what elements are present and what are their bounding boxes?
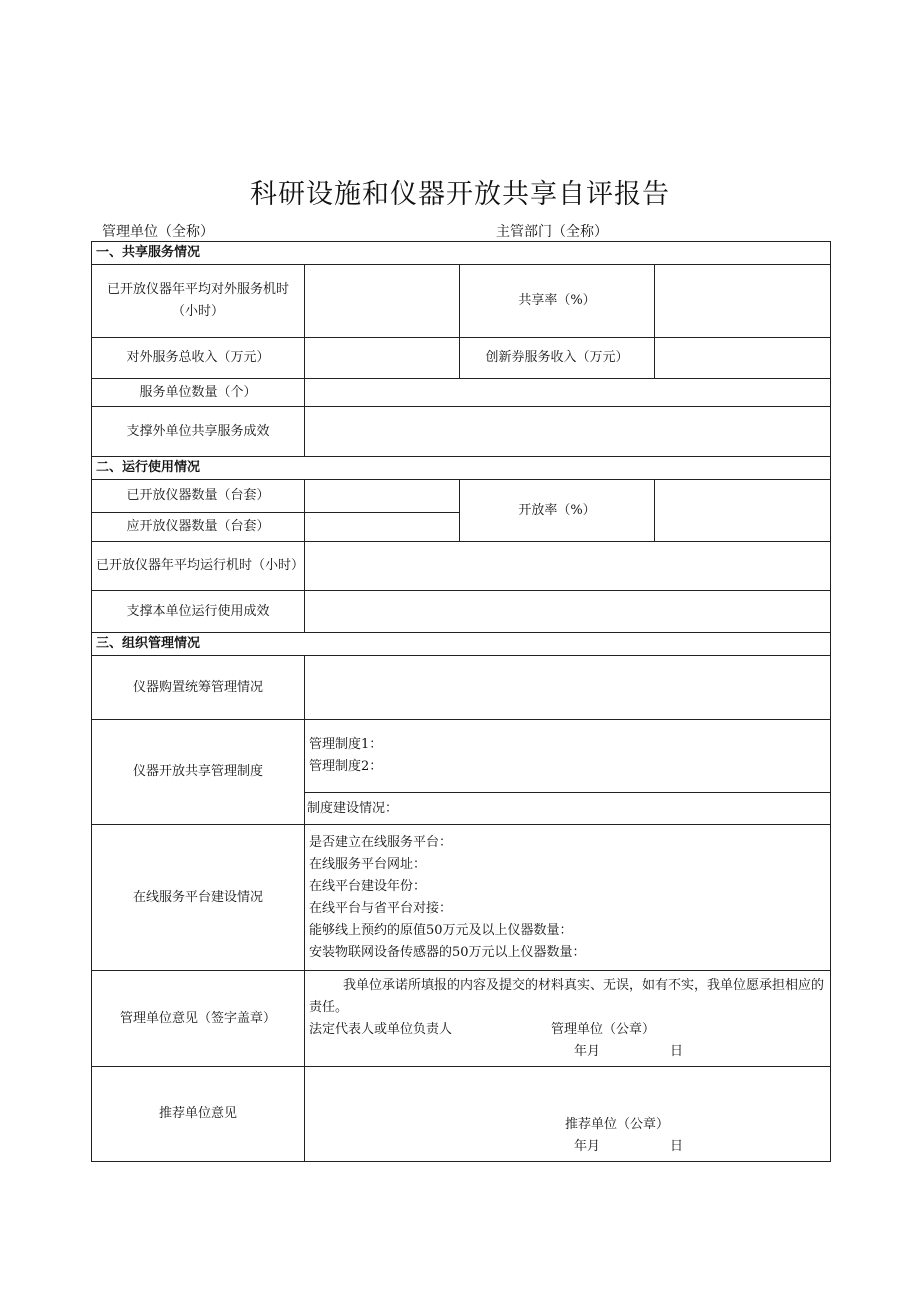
internal-effect-field[interactable] [305,591,831,633]
section-sharing-service: 一、共享服务情况 [92,242,831,265]
share-rate-field[interactable] [655,265,831,338]
platform-line: 能够线上预约的原值50万元及以上仪器数量： [309,922,573,938]
rec-seal-label: 推荐单位（公章） [565,1117,670,1132]
section-operation-usage: 二、运行使用情况 [92,457,831,480]
external-effect-field[interactable] [305,407,831,457]
total-income-label: 对外服务总收入（万元） [92,338,305,379]
system-build-field[interactable]: 制度建设情况： [305,793,831,825]
should-open-count-label: 应开放仪器数量（台套） [92,513,305,542]
rec-opinion-label: 推荐单位意见 [92,1067,305,1162]
signature-row [309,1019,826,1041]
platform-field[interactable] [305,825,831,971]
management-unit-label: 管理单位（全称） [102,224,214,240]
promise-text: 我单位承诺所填报的内容及提交的材料真实、无误，如有不实，我单位愿承担相应的责任。 [309,977,825,1015]
rec-year-month: 年月 [574,1139,601,1154]
service-hours-label: 已开放仪器年平均对外服务机时（小时） [92,265,305,338]
service-hours-field[interactable] [305,265,460,338]
share-rate-label: 共享率（%） [460,265,655,338]
opened-count-label: 已开放仪器数量（台套） [92,480,305,513]
mgmt-year-month: 年月 [574,1043,601,1059]
run-hours-label: 已开放仪器年平均运行机时（小时） [92,542,305,591]
internal-effect-label: 支撑本单位运行使用成效 [92,591,305,633]
platform-label: 在线服务平台建设情况 [92,825,305,971]
open-rate-label: 开放率（%） [460,480,655,542]
mgmt-opinion-label: 管理单位意见（签字盖章） [92,971,305,1067]
unit-count-label: 服务单位数量（个） [92,379,305,407]
should-open-count-field[interactable] [305,513,460,542]
mgmt-day: 日 [670,1043,684,1059]
self-evaluation-form [91,241,831,1162]
system-label: 仪器开放共享管理制度 [92,720,305,825]
mgmt-seal-label: 管理单位（公章） [551,1021,656,1037]
purchase-field[interactable] [305,656,831,720]
run-hours-field[interactable] [305,542,831,591]
open-rate-field[interactable] [655,480,831,542]
platform-line: 是否建立在线服务平台： [309,834,453,850]
mgmt-opinion-field[interactable] [305,971,831,1067]
rec-day: 日 [670,1139,684,1154]
system-2-line: 管理制度2： [309,759,383,774]
system-1-line: 管理制度1： [309,737,383,752]
total-income-field[interactable] [305,338,460,379]
section-organization-management: 三、组织管理情况 [92,633,831,656]
mgmt-date-line [309,1041,826,1063]
supervising-dept-label: 主管部门（全称） [496,224,608,240]
system-field[interactable] [305,720,831,793]
opened-count-field[interactable] [305,480,460,513]
purchase-label: 仪器购置统筹管理情况 [92,656,305,720]
platform-line: 在线平台与省平台对接： [309,900,453,916]
unit-count-field[interactable] [305,379,831,407]
rec-opinion-field[interactable] [305,1067,831,1162]
external-effect-label: 支撑外单位共享服务成效 [92,407,305,457]
page-title: 科研设施和仪器开放共享自评报告 [250,179,670,210]
platform-line: 在线服务平台网址： [309,856,427,872]
platform-line: 安装物联网设备传感器的50万元以上仪器数量： [309,944,586,960]
rec-date-line [309,1136,826,1158]
voucher-income-field[interactable] [655,338,831,379]
platform-line: 在线平台建设年份： [309,878,427,894]
voucher-income-label: 创新券服务收入（万元） [460,338,655,379]
legal-rep-label: 法定代表人或单位负责人 [309,1021,453,1037]
